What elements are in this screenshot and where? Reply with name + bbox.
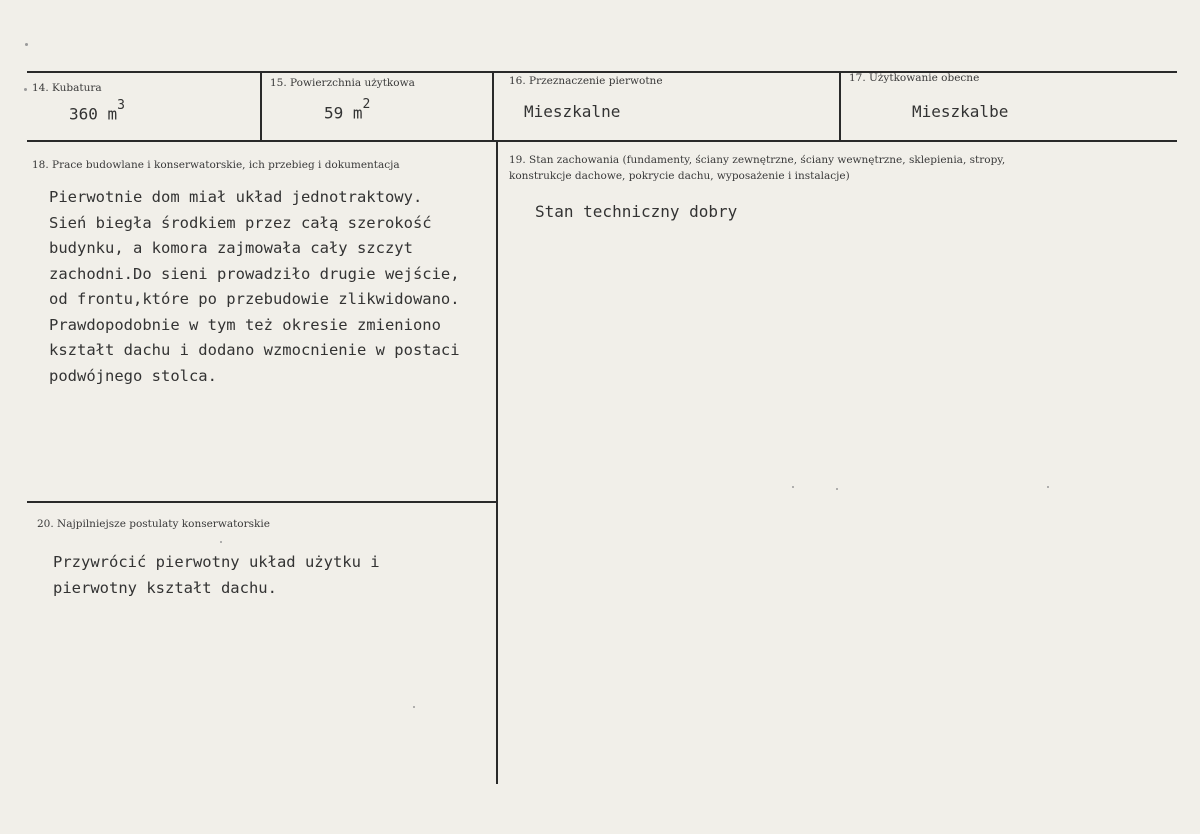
field-18-line: Prawdopodobnie w tym też okresie zmieniono — [49, 315, 441, 334]
field-18-line: budynku, a komora zajmowała cały szczyt — [49, 239, 413, 257]
field-20-line: Przywrócić pierwotny układ użytku i — [53, 553, 380, 571]
field-18-line: Sień biegła środkiem przez całą szerokość — [49, 213, 432, 232]
field-15-value — [324, 97, 371, 123]
field-20-text — [53, 550, 380, 601]
field-16-value: Mieszkalne — [524, 102, 621, 121]
paper-speck — [25, 43, 28, 46]
top-rule — [27, 71, 1177, 73]
field-14-value — [69, 98, 125, 124]
field-19-label-line2: konstrukcje dachowe, pokrycie dachu, wyposażenie i instalacje) — [509, 170, 850, 182]
field-19-label-line1: 19. Stan zachowania (fundamenty, ściany zewnętrzne, ściany wewnętrzne, sklepienia, stropy, — [509, 154, 1006, 166]
field-18-line: kształt dachu i dodano wzmocnienie w postaci — [49, 341, 460, 359]
field-14-label: 14. Kubatura — [32, 82, 102, 94]
field-15-number: 59 m — [324, 103, 363, 123]
paper-speck — [413, 706, 415, 708]
field-20-label: 20. Najpilniejsze postulaty konserwatorskie — [37, 518, 270, 530]
field-16-label: 16. Przeznaczenie pierwotne — [509, 75, 663, 87]
divider-16-17 — [839, 72, 841, 142]
field-15-unit-exponent: 2 — [362, 97, 371, 112]
field-17-value: Mieszkalbe — [912, 102, 1009, 121]
field-19-value: Stan techniczny dobry — [535, 202, 738, 221]
paper-speck — [792, 486, 794, 488]
field-14-number: 360 m — [69, 104, 118, 124]
paper-speck — [1047, 486, 1049, 488]
divider-14-15 — [260, 72, 262, 142]
paper-speck — [836, 488, 838, 490]
field-18-text — [49, 185, 460, 389]
field-18-line: od frontu,które po przebudowie zlikwidowano. — [49, 290, 460, 308]
field-18-line: podwójnego stolca. — [49, 366, 217, 385]
section-18-20-rule — [27, 501, 497, 503]
field-18-line: zachodni.Do sieni prowadziło drugie wejście, — [49, 264, 460, 283]
field-18-label: 18. Prace budowlane i konserwatorskie, ich przebieg i dokumentacja — [32, 159, 400, 171]
field-14-unit-exponent: 3 — [117, 98, 125, 113]
field-18-line: Pierwotnie dom miał układ jednotraktowy. — [49, 188, 423, 206]
field-15-label: 15. Powierzchnia użytkowa — [270, 77, 415, 89]
divider-15-16 — [492, 72, 494, 142]
field-20-line: pierwotny kształt dachu. — [53, 578, 277, 597]
paper-speck — [220, 541, 222, 543]
paper-speck — [24, 88, 27, 91]
row1-bottom-rule — [27, 140, 1177, 142]
center-column-divider — [496, 142, 498, 784]
field-17-label: 17. Użytkowanie obecne — [849, 72, 980, 84]
